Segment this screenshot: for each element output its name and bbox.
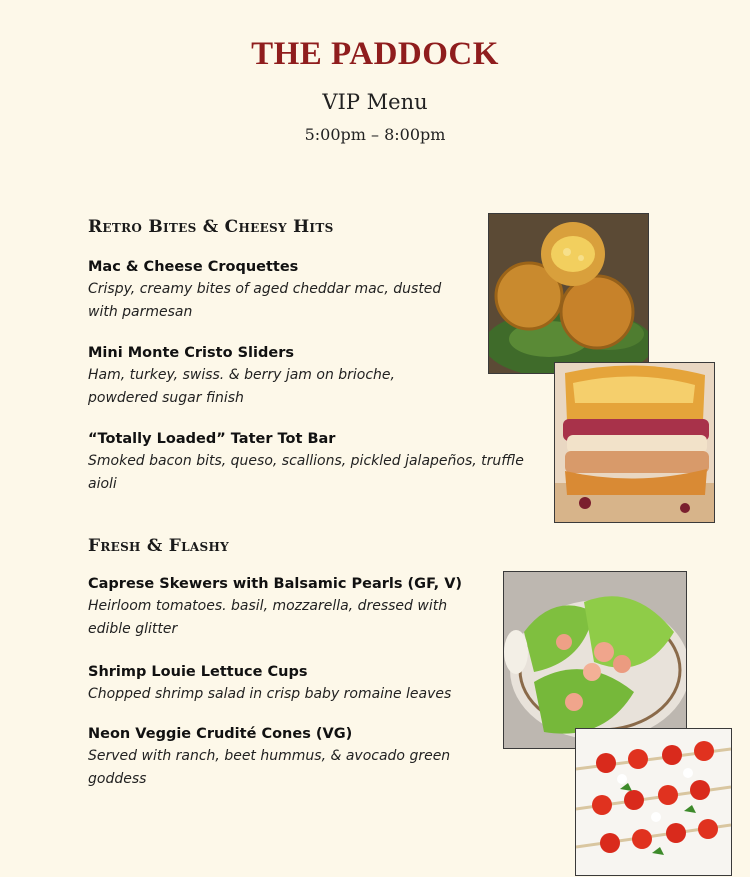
slider-photo: [554, 362, 715, 523]
item-description: Smoked bacon bits, queso, scallions, pickled jalapeños, truffle aioli: [88, 453, 524, 492]
item-name: Shrimp Louie Lettuce Cups: [88, 664, 308, 680]
item-description: Ham, turkey, swiss. & berry jam on brioche, powdered sugar finish: [88, 367, 395, 406]
item-name: Caprese Skewers with Balsamic Pearls (GF, V): [88, 576, 463, 592]
item-description: Served with ranch, beet hummus, & avocado green goddess: [88, 748, 451, 787]
item-name: Mac & Cheese Croquettes: [88, 259, 299, 275]
item-description: Crispy, creamy bites of aged cheddar mac, dusted with parmesan: [88, 281, 442, 320]
menu-item-shrimp-louie: [88, 661, 488, 706]
menu-subtitle: VIP Menu: [322, 90, 428, 114]
item-name: Mini Monte Cristo Sliders: [88, 345, 294, 361]
item-description: Chopped shrimp salad in crisp baby romaine leaves: [88, 686, 452, 702]
item-name: “Totally Loaded” Tater Tot Bar: [88, 431, 336, 447]
croquettes-photo: [488, 213, 649, 374]
caprese-skewers-photo: [575, 728, 732, 876]
section-heading-retro-bites: Retro Bites & Cheesy Hits: [88, 217, 334, 237]
section-heading-fresh-flashy: Fresh & Flashy: [88, 536, 229, 556]
menu-item-caprese: [88, 573, 478, 641]
item-name: Neon Veggie Crudité Cones (VG): [88, 726, 353, 742]
menu-item-crudite: [88, 723, 508, 791]
menu-item-monte-cristo: [88, 342, 468, 410]
service-hours: 5:00pm – 8:00pm: [304, 125, 446, 144]
menu-item-croquettes: [88, 256, 468, 324]
restaurant-title: THE PADDOCK: [251, 36, 499, 72]
menu-item-tater-tots: [88, 428, 538, 496]
lettuce-cups-photo: [503, 571, 687, 749]
item-description: Heirloom tomatoes. basil, mozzarella, dressed with edible glitter: [88, 598, 448, 637]
